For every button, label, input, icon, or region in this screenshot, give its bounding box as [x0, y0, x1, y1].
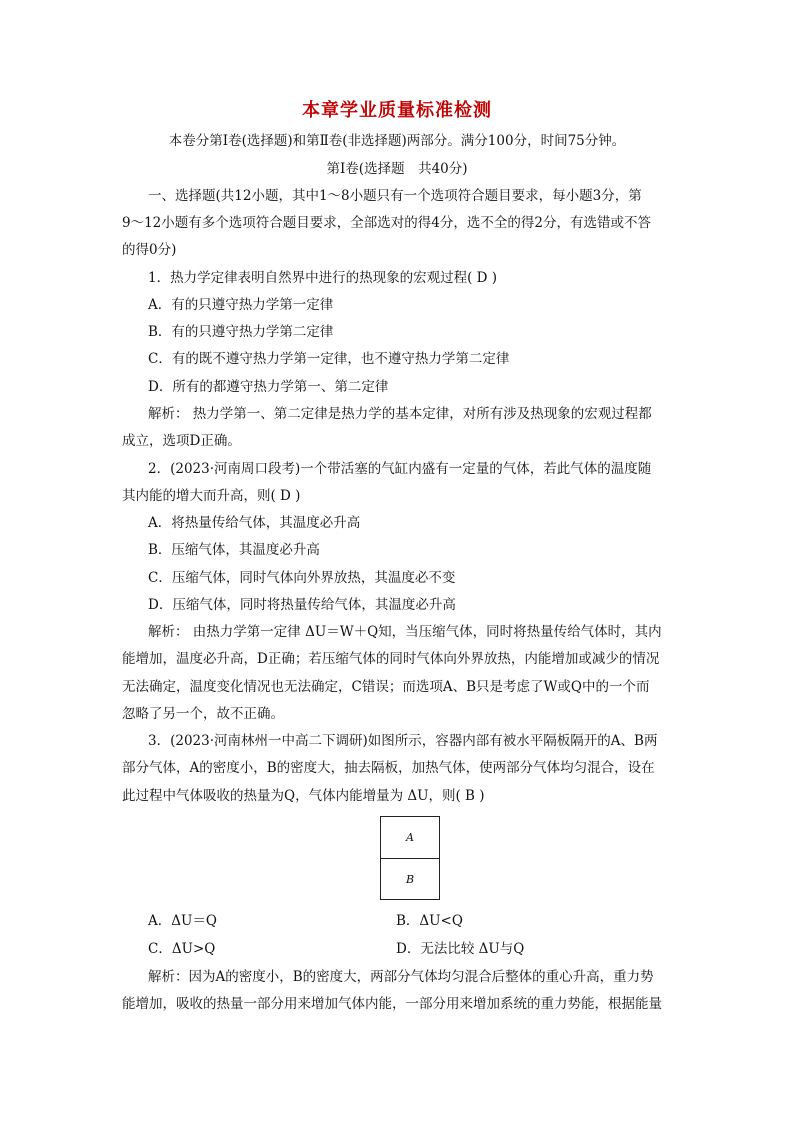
q2-option-b: B．压缩气体，其温度必升高	[148, 542, 320, 558]
instructions-line: 一、选择题(共12小题，其中1～8小题只有一个选项符合题目要求，每小题3分，第	[148, 188, 642, 204]
q3-analysis: 解析：因为A的密度小，B的密度大，两部分气体均匀混合后整体的重心升高，重力势	[148, 969, 654, 985]
intro-text: 本卷分第Ⅰ卷(选择题)和第Ⅱ卷(非选择题)两部分。满分100分，时间75分钟。	[168, 133, 626, 149]
q1-stem: 1．热力学定律表明自然界中进行的热现象的宏观过程( D )	[148, 270, 498, 286]
section-title: 第Ⅰ卷(选择题 共40分)	[326, 161, 468, 177]
q2-stem: 其内能的增大而升高，则( D )	[122, 488, 301, 504]
q1-analysis: 成立，选项D正确。	[122, 433, 241, 449]
q3-option-c: C．ΔU>Q	[148, 941, 216, 957]
instructions-line: 的得0分)	[122, 242, 177, 258]
q1-option-d: D．所有的都遵守热力学第一、第二定律	[148, 379, 389, 395]
q3-option-a: A．ΔU＝Q	[148, 913, 217, 929]
q2-option-d: D．压缩气体，同时将热量传给气体，其温度必升高	[148, 597, 456, 613]
q3-analysis: 能增加，吸收的热量一部分用来增加气体内能，一部分用来增加系统的重力势能，根据能量	[122, 996, 662, 1012]
q1-analysis: 解析： 热力学第一、第二定律是热力学的基本定律，对所有涉及热现象的宏观过程都	[148, 406, 652, 422]
q2-analysis: 能增加，温度必升高，D正确；若压缩气体的同时气体向外界放热，内能增加或减少的情况	[122, 651, 660, 667]
q2-option-a: A．将热量传给气体，其温度必升高	[148, 515, 361, 531]
q2-option-c: C．压缩气体，同时气体向外界放热，其温度必不变	[148, 570, 456, 586]
figure-label-a: A	[406, 831, 414, 844]
q3-option-d: D．无法比较 ΔU与Q	[396, 941, 525, 957]
q2-stem: 2．(2023·河南周口段考)一个带活塞的气缸内盛有一定量的气体，若此气体的温度随	[148, 461, 652, 477]
partition-divider	[381, 858, 439, 859]
q2-analysis: 无法确定，温度变化情况也无法确定，C错误；而选项A、B只是考虑了W或Q中的一个而	[122, 679, 650, 695]
q3-option-b: B．ΔU<Q	[396, 913, 463, 929]
figure-label-b: B	[405, 873, 415, 886]
q3-stem: 部分气体，A的密度小，B的密度大，抽去隔板，加热气体，使两部分气体均匀混合，设在	[122, 760, 655, 776]
q2-analysis: 解析： 由热力学第一定律 ΔU＝W＋Q知，当压缩气体，同时将热量传给气体时，其内	[148, 624, 662, 640]
q3-stem: 3．(2023·河南林州一中高二下调研)如图所示，容器内部有被水平隔板隔开的A、B两	[148, 733, 658, 749]
q3-stem: 此过程中气体吸收的热量为Q，气体内能增量为 ΔU，则( B )	[122, 788, 485, 804]
q1-option-a: A．有的只遵守热力学第一定律	[148, 297, 334, 313]
page-title: 本章学业质量标准检测	[302, 100, 492, 121]
q1-option-c: C．有的既不遵守热力学第一定律，也不遵守热力学第二定律	[148, 351, 510, 367]
instructions-line: 9～12小题有多个选项符合题目要求，全部选对的得4分，选不全的得2分，有选错或不答	[122, 215, 651, 231]
container-figure	[380, 816, 440, 900]
q1-option-b: B．有的只遵守热力学第二定律	[148, 324, 334, 340]
q2-analysis: 忽略了另一个，故不正确。	[122, 706, 284, 722]
